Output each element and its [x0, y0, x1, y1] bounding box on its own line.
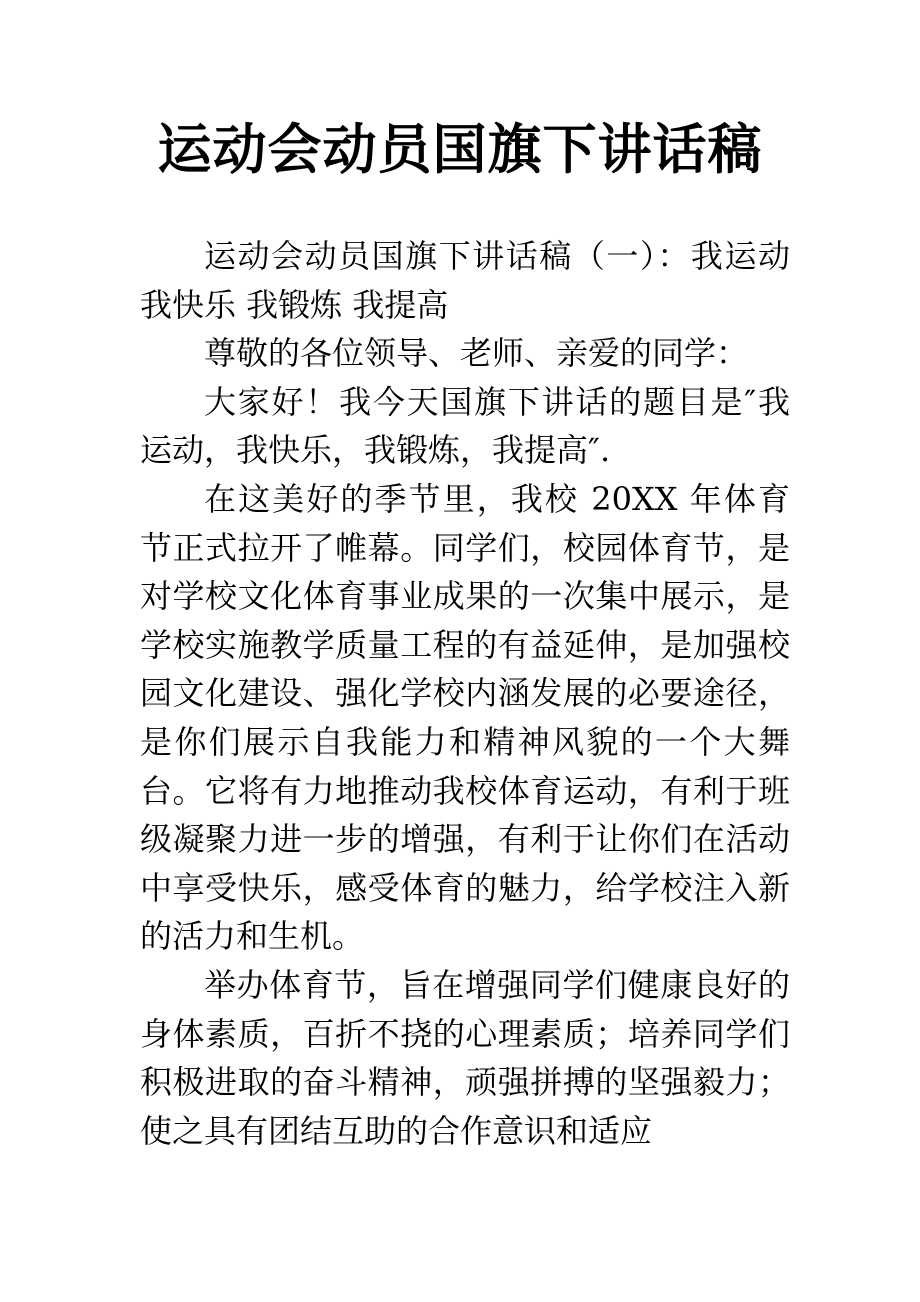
- document-body: [140, 232, 790, 1155]
- document-title: 运动会动员国旗下讲话稿: [157, 118, 763, 181]
- paragraph-greeting: 大家好！我今天国旗下讲话的题目是″我运动，我快乐，我锻炼，我提高″.: [140, 382, 790, 470]
- paragraph-salutation: 尊敬的各位领导、老师、亲爱的同学：: [204, 334, 749, 373]
- paragraph-subtitle: 运动会动员国旗下讲话稿（一）：我运动 我快乐 我锻炼 我提高: [140, 237, 790, 324]
- paragraph-body: 举办体育节，旨在增强同学们健康良好的身体素质，百折不挠的心理素质；培养同学们积极进取的奋斗精神，顽强拼搏的坚强毅力；使之具有团结互助的合作意识和适应: [140, 965, 790, 1150]
- paragraph-body: 在这美好的季节里，我校 20XX 年体育节正式拉开了帷幕。同学们，校园体育节，是对学校文化体育事业成果的一次集中展示，是学校实施教学质量工程的有益延伸，是加强校园文化建设、强化学校内涵发展的必要途径，是你们展示自我能力和精神风貌的一个大舞台。它将有力地推动我校体育运动，有利于班级凝聚力进一步的增强，有利于让你们在活动中享受快乐，感受体育的魅力，给学校注入新的活力和生机。: [140, 479, 790, 956]
